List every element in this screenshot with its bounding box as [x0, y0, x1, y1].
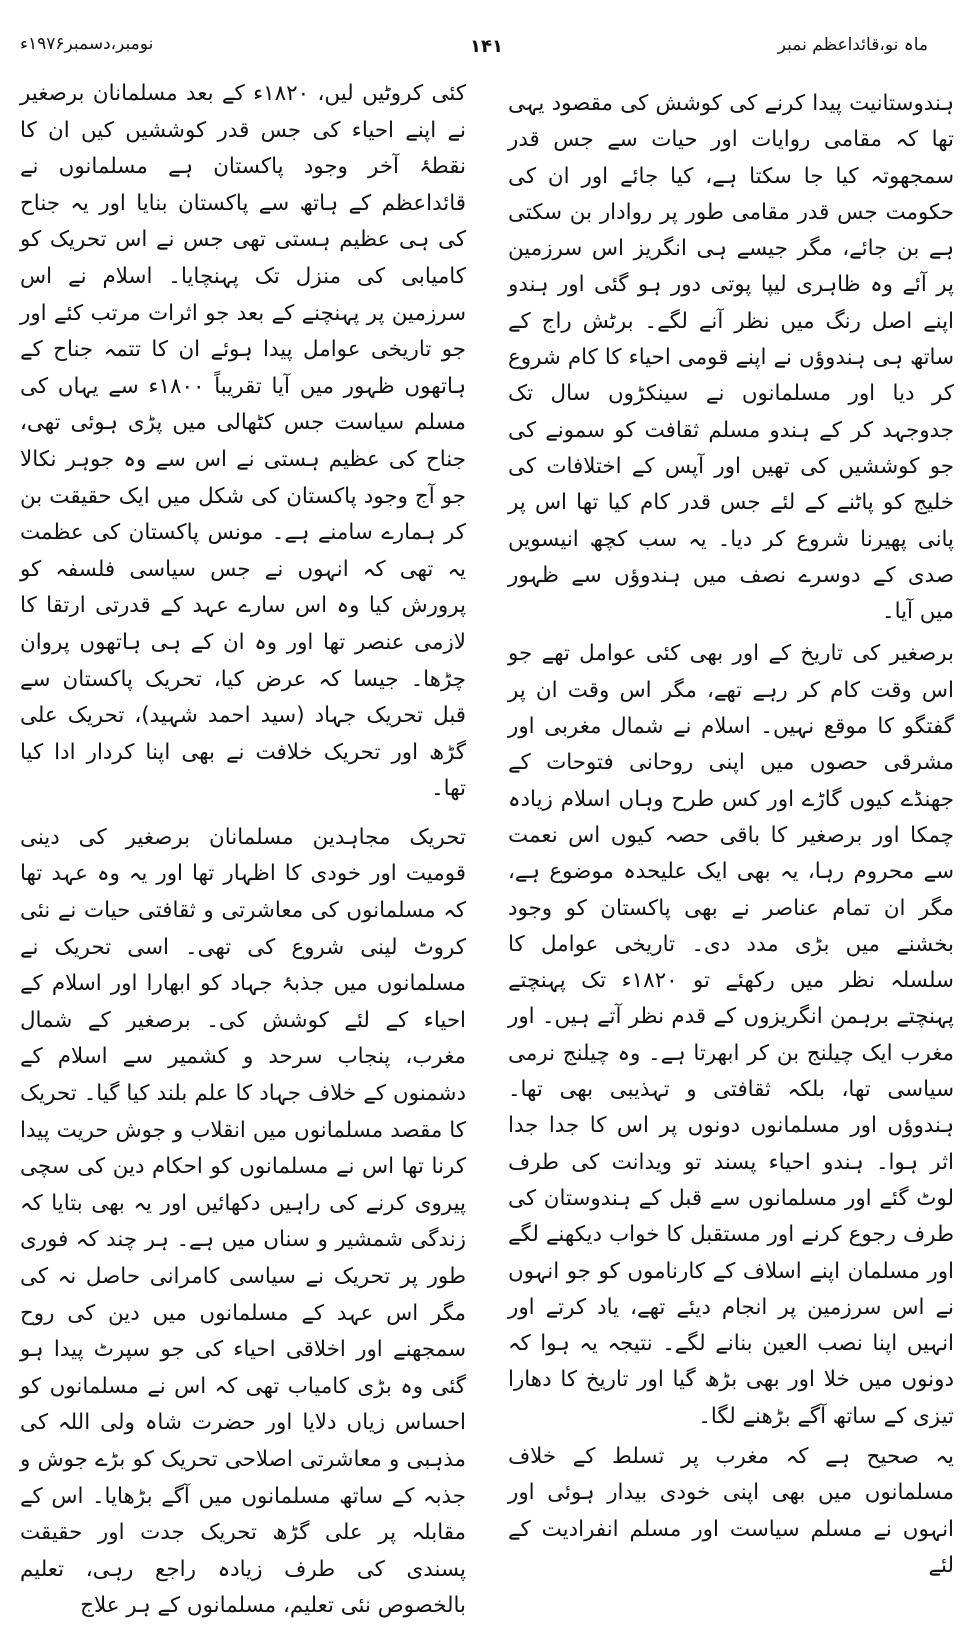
left-column — [20, 76, 467, 1619]
page-number: ۱۴۱ — [470, 36, 503, 57]
right-column — [508, 86, 954, 1578]
paragraph: کئی کروٹیں لیں، ۱۸۲۰ء کے بعد مسلمانان برصغیر نے اپنے احیاء کی جس قدر کوششیں کیں ان کا نقطۂ آخر وجود پاکستان ہے مسلمانوں نے قائداعظم کے ہاتھ سے پاکستان بنایا اور یہ جناح کی ہی عظیم ہستی تھی جس نے اس تحریک کو کامیابی کی منزل تک پہنچایا۔ اسلام نے اس سرزمین پر پہنچنے کے بعد جو اثرات مرتب کئے اور جو تاریخی عوامل پیدا ہوئے ان کا تتمہ جناح کے ہاتھوں ظہور میں آیا تقریباً ۱۸۰۰ء سے یہاں کی مسلم سیاست جس کٹھالی میں پڑی ہوئی تھی، جناح کی عظیم ہستی نے اس سے وہ جوہر نکالا جو آج وجود پاکستان کی شکل میں ایک حقیقت بن کر ہمارے سامنے ہے۔ مونس پاکستان کی عظمت یہ تھی کہ انہوں نے جس سیاسی فلسفہ کو پرورش کیا وہ اس سارے عہد کے قدرتی ارتقا کا لازمی عنصر تھا اور وہ ان کے ہی ہاتھوں پروان چڑھا۔ جیسا کہ عرض کیا، تحریک پاکستان سے قبل تحریک جہاد (سید احمد شہید)، تحریک علی گڑھ اور تحریک خلافت نے بھی اپنا کردار ادا کیا تھا۔ — [20, 81, 467, 802]
paragraph: برصغیر کی تاریخ کے اور بھی کئی عوامل تھے جو اس وقت کام کر رہے تھے، مگر اس وقت ان پر گفتگو کا موقع نہیں۔ اسلام نے شمال مغربی اور مشرقی حصوں میں اپنی روحانی فتوحات کے جھنڈے کیوں گاڑے اور کس طرح وہاں اسلام زیادہ چمکا اور برصغیر کا باقی حصہ کیوں اس نعمت سے محروم رہا، یہ بھی ایک علیحدہ موضوع ہے، مگر ان تمام عناصر نے بھی پاکستان کو وجود بخشنے میں بڑی مدد دی۔ تاریخی عوامل کا سلسلہ نظر میں رکھئے تو ۱۸۲۰ء تک پہنچتے پہنچتے برہمن انگریزوں کے قدم نظر آتے ہیں۔ اور مغرب ایک چیلنج بن کر ابھرتا ہے۔ وہ چیلنج نرمی سیاسی تھا، بلکہ ثقافتی و تہذیبی بھی تھا۔ ہندوؤں اور مسلمانوں دونوں پر اس کا جدا جدا اثر ہوا۔ ہندو احیاء پسند تو ویدانت کی طرف لوٹ گئے اور مسلمانوں سے قبل کے ہندوستان کی طرف رجوع کرنے اور مستقبل کا خواب دیکھنے لگے اور مسلمان اپنے اسلاف کے کارناموں کو جو انہوں نے اس سرزمین پر انجام دیئے تھے، یاد کرتے اور انہیں اپنا نصب العین بنانے لگے۔ نتیجہ یہ ہوا کہ دونوں میں خلا اور بھی بڑھ گیا اور تاریخ کا دھارا تیزی کے ساتھ آگے بڑھنے لگا۔ — [508, 641, 954, 1429]
paragraph: ہندوستانیت پیدا کرنے کی کوشش کی مقصود یہی تھا کہ مقامی روایات اور حیات سے جس قدر سمجھوتہ کیا جا سکتا ہے، کیا جائے اور ان کی حکومت جس قدر مقامی طور پر روادار بن سکتی ہے بن جائے، مگر جیسے ہی انگریز اس سرزمین پر آئے وہ ظاہری لیپا پوتی دور ہو گئی اور ہندو اپنے اصل رنگ میں نظر آنے لگے۔ برٹش راج کے ساتھ ہی ہندوؤں نے اپنے قومی احیاء کا کام شروع کر دیا اور مسلمانوں نے سینکڑوں سال تک جدوجہد کر کے ہندو مسلم ثقافت کو سمونے کی جو کوششیں کی تھیں اور آپس کے اختلافات کی خلیج کو پاٹنے کے لئے جس قدر کام کیا تھا اس پر پانی پھیرنا شروع کر دیا۔ یہ سب کچھ انیسویں صدی کے دوسرے نصف میں ہندوؤں سے ظہور میں آیا۔ — [508, 91, 954, 625]
journal-title: ماہ نو،قائداعظم نمبر — [777, 35, 928, 55]
paragraph: تحریک مجاہدین مسلمانان برصغیر کی دینی قومیت اور خودی کا اظہار تھا اور یہ وہ عہد تھا کہ مسلمانوں کی معاشرتی و ثقافتی حیات نے نئی کروٹ لینی شروع کی تھی۔ اسی تحریک نے مسلمانوں میں جذبۂ جہاد کو ابھارا اور اسلام کے احیاء کے لئے کوشش کی۔ برصغیر کے شمال مغرب، پنجاب سرحد و کشمیر سے اسلام کے دشمنوں کے خلاف جہاد کا علم بلند کیا گیا۔ تحریک کا مقصد مسلمانوں میں انقلاب و جوش حریت پیدا کرنا تھا اس نے مسلمانوں کو احکام دین کی سچی پیروی کرنے کی راہیں دکھائیں اور یہ بھی بتایا کہ زندگی شمشیر و سناں میں ہے۔ ہر چند کہ فوری طور پر تحریک نے سیاسی کامرانی حاصل نہ کی مگر اس عہد کے مسلمانوں میں دین کی روح سمجھنے اور اخلاقی احیاء کی جو سپرٹ پیدا ہو گئی وہ بڑی کامیاب تھی کہ اس نے مسلمانوں کو احساس زیاں دلایا اور حضرت شاہ ولی اللہ کی مذہبی و معاشرتی اصلاحی تحریک کو بڑے جوش و جذبہ کے ساتھ مسلمانوں میں آگے بڑھایا۔ اس کے مقابلہ پر علی گڑھ تحریک جدت اور حقیقت پسندی کی طرف زیادہ راجع رہی، تعلیم بالخصوص نئی تعلیم، مسلمانوں کے ہر علاج — [20, 824, 466, 1619]
paragraph: یہ صحیح ہے کہ مغرب پر تسلط کے خلاف مسلمانوں میں بھی اپنی خودی بیدار ہوئی اور انہوں نے مسلم سیاست اور مسلم انفرادیت کے لئے — [508, 1443, 954, 1578]
issue-date: نومبر،دسمبر۱۹۷۶ء — [20, 34, 154, 54]
